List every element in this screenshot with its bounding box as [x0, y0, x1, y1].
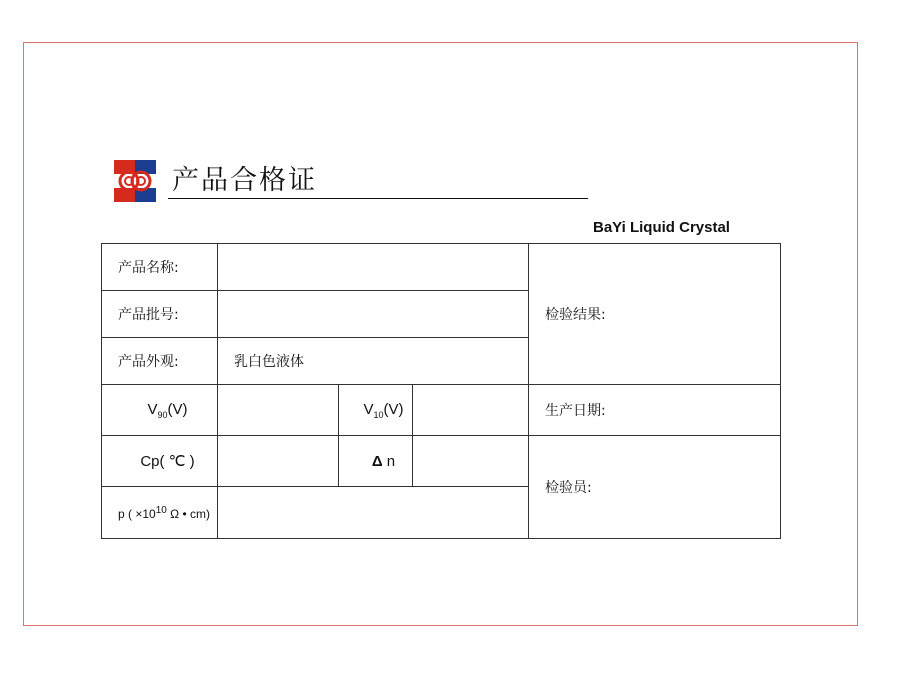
- delta-n-label: Δ n: [339, 436, 413, 487]
- page-title: 产品合格证: [172, 165, 317, 196]
- company-name: BaYi Liquid Crystal: [593, 219, 730, 236]
- certificate-table: [101, 243, 781, 539]
- inspector-label: 检验员:: [529, 436, 781, 539]
- product-name-label: 产品名称:: [102, 244, 218, 291]
- cp-field[interactable]: [218, 436, 339, 487]
- delta-n-field[interactable]: [413, 436, 529, 487]
- resistivity-field[interactable]: [218, 487, 529, 539]
- appearance-field[interactable]: 乳白色液体: [218, 338, 529, 385]
- inspection-result-label: 检验结果:: [529, 244, 781, 385]
- v10-label: $V_{10}(V)$: [339, 385, 413, 436]
- bayi-logo-icon: [114, 160, 156, 202]
- resistivity-label: p ( $\times 10^{10}$ Ω • cm): [102, 487, 218, 539]
- v10-field[interactable]: [413, 385, 529, 436]
- cp-label: Cp( ℃ ): [102, 436, 218, 487]
- v90-field[interactable]: [218, 385, 339, 436]
- batch-number-field[interactable]: [218, 291, 529, 338]
- batch-number-label: 产品批号:: [102, 291, 218, 338]
- appearance-label: 产品外观:: [102, 338, 218, 385]
- production-date-label: 生产日期:: [529, 385, 781, 436]
- title-underline: [168, 198, 588, 199]
- v90-label: $V_{90}(V)$: [102, 385, 218, 436]
- product-name-field[interactable]: [218, 244, 529, 291]
